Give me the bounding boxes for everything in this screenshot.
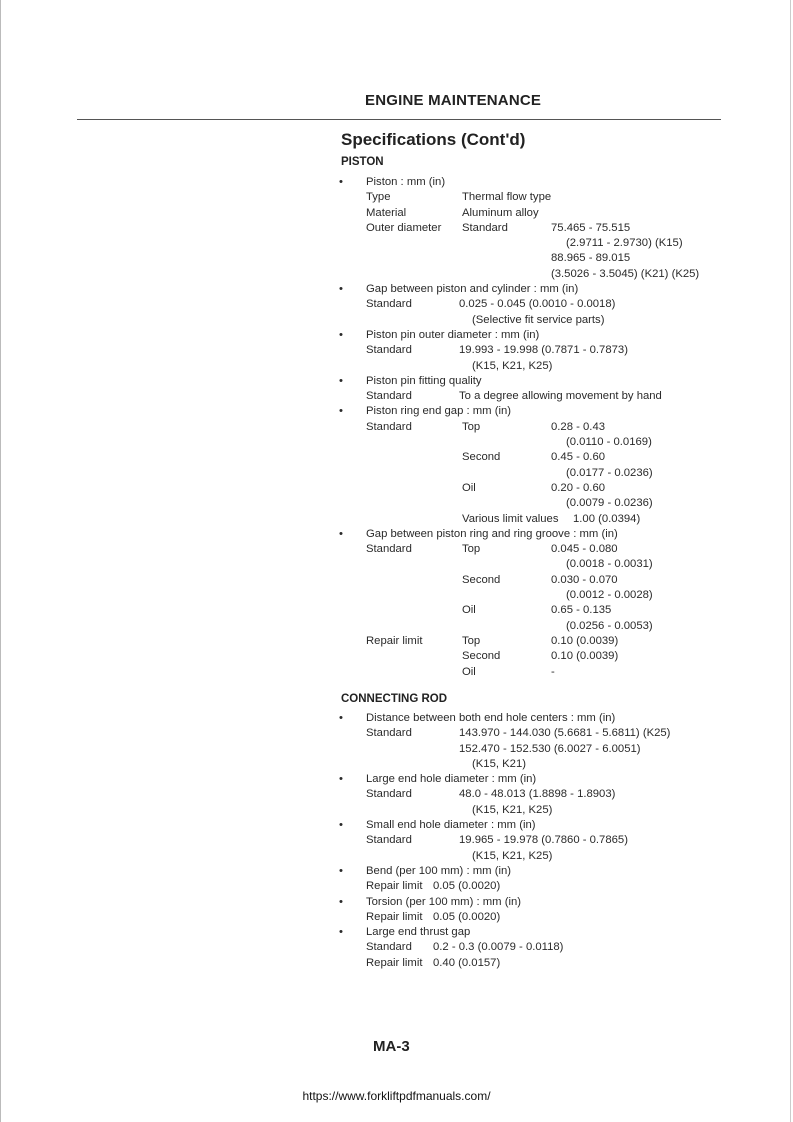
bullet-icon: • <box>339 405 343 418</box>
piston-heading: PISTON <box>341 156 384 168</box>
spec-label: Gap between piston and cylinder : mm (in) <box>366 283 579 296</box>
spec-label: Piston : mm (in) <box>366 176 446 188</box>
spec-line <box>0 542 793 557</box>
spec-val: 0.10 (0.0039) <box>551 634 619 647</box>
spec-val: 0.65 - 0.135 <box>551 604 612 617</box>
spec-line <box>0 573 793 588</box>
spec-label: Repair limit <box>366 956 423 969</box>
connecting-rod-heading: CONNECTING ROD <box>341 693 448 705</box>
spec-label: Piston pin fitting quality <box>366 374 482 387</box>
spec-line <box>0 420 793 435</box>
spec-mid: Second <box>462 573 501 586</box>
spec-line <box>0 557 793 572</box>
spec-line <box>0 757 793 772</box>
spec-label: Standard <box>366 344 412 357</box>
spec-mid: Oil <box>462 481 476 494</box>
spec-line <box>0 297 793 312</box>
spec-wide2: (K15, K21, K25) <box>472 803 553 816</box>
spec-wide: 19.965 - 19.978 (0.7860 - 0.7865) <box>459 834 628 847</box>
spec-line <box>0 818 793 833</box>
spec-mid: Aluminum alloy <box>462 206 539 219</box>
spec-label: Outer diameter <box>366 221 442 234</box>
spec-wide: To a degree allowing movement by hand <box>459 390 662 403</box>
spec-line <box>0 634 793 649</box>
spec-line <box>0 282 793 297</box>
spec-line <box>0 787 793 802</box>
spec-line <box>0 649 793 664</box>
spec-mid: Second <box>462 451 501 464</box>
spec-line <box>0 879 793 894</box>
spec-line <box>0 833 793 848</box>
spec-line <box>0 925 793 940</box>
spec-line <box>0 603 793 618</box>
page-title: Specifications (Cont'd) <box>341 130 526 149</box>
spec-val: 0.20 - 0.60 <box>551 481 606 494</box>
spec-val: 0.045 - 0.080 <box>551 543 618 556</box>
spec-val: 0.28 - 0.43 <box>551 420 606 433</box>
spec-line <box>0 389 793 404</box>
spec-label: Piston ring end gap : mm (in) <box>366 405 512 418</box>
bullet-icon: • <box>339 712 343 724</box>
spec-mid: Top <box>462 543 481 556</box>
spec-label: Standard <box>366 420 412 433</box>
spec-line <box>0 726 793 741</box>
source-url[interactable]: https://www.forkliftpdfmanuals.com/ <box>302 1089 491 1103</box>
spec-label: Standard <box>366 834 412 847</box>
spec-line <box>0 267 793 282</box>
spec-line <box>0 742 793 757</box>
spec-label: Bend (per 100 mm) : mm (in) <box>366 864 512 877</box>
spec-val2: (0.0256 - 0.0053) <box>566 619 653 632</box>
spec-mid: Second <box>462 650 501 663</box>
spec-label: Type <box>366 191 391 204</box>
spec-val: 0.45 - 0.60 <box>551 451 606 464</box>
spec-line <box>0 435 793 450</box>
page-number: MA-3 <box>373 1038 410 1055</box>
spec-line <box>0 619 793 634</box>
spec-line <box>0 864 793 879</box>
spec-val: 75.465 - 75.515 <box>551 221 631 234</box>
spec-line <box>0 313 793 328</box>
spec-val2: (0.0079 - 0.0236) <box>566 497 653 510</box>
spec-mid: Thermal flow type <box>462 191 552 204</box>
spec-label: Repair limit <box>366 880 423 893</box>
spec-line <box>0 481 793 496</box>
section-header: ENGINE MAINTENANCE <box>365 92 542 109</box>
spec-val: (3.5026 - 3.5045) (K21) (K25) <box>551 267 700 280</box>
spec-line <box>0 190 793 205</box>
spec-val2: (2.9711 - 2.9730) (K15) <box>566 237 683 250</box>
spec-wide2: (K15, K21, K25) <box>472 849 553 862</box>
spec-label: Distance between both end hole centers : mm (in) <box>366 712 616 724</box>
bullet-icon: • <box>339 176 343 188</box>
spec-mid: Various limit values <box>462 512 559 525</box>
spec-line <box>0 466 793 481</box>
spec-label: Material <box>366 206 407 219</box>
spec-short: 0.2 - 0.3 (0.0079 - 0.0118) <box>433 941 564 954</box>
spec-val2: (0.0018 - 0.0031) <box>566 558 653 571</box>
spec-wide: 19.993 - 19.998 (0.7871 - 0.7873) <box>459 344 628 357</box>
spec-label: Standard <box>366 390 412 403</box>
spec-label: Repair limit <box>366 910 423 923</box>
bullet-icon: • <box>339 328 343 341</box>
spec-line <box>0 910 793 925</box>
bullet-icon: • <box>339 283 343 296</box>
spec-val: - <box>551 665 555 678</box>
spec-val2: (0.0012 - 0.0028) <box>566 589 653 602</box>
spec-line <box>0 328 793 343</box>
spec-short: 0.05 (0.0020) <box>433 880 501 893</box>
spec-val: 0.10 (0.0039) <box>551 650 619 663</box>
spec-label: Standard <box>366 727 412 740</box>
spec-line <box>0 496 793 511</box>
spec-line <box>0 940 793 955</box>
spec-line <box>0 206 793 221</box>
spec-wide: 48.0 - 48.013 (1.8898 - 1.8903) <box>459 788 616 801</box>
spec-line <box>0 512 793 527</box>
bullet-icon: • <box>339 895 343 908</box>
bullet-icon: • <box>339 819 343 832</box>
piston-specs <box>0 175 793 680</box>
spec-short: 0.40 (0.0157) <box>433 956 501 969</box>
spec-line <box>0 665 793 680</box>
bullet-icon: • <box>339 926 343 939</box>
spec-val3: 1.00 (0.0394) <box>573 512 641 525</box>
spec-line <box>0 527 793 542</box>
spec-val: 88.965 - 89.015 <box>551 252 631 265</box>
spec-label: Large end hole diameter : mm (in) <box>366 773 537 786</box>
spec-line <box>0 374 793 389</box>
spec-line <box>0 404 793 419</box>
spec-line <box>0 450 793 465</box>
spec-label: Standard <box>366 941 412 954</box>
spec-wide: 0.025 - 0.045 (0.0010 - 0.0018) <box>459 298 616 311</box>
spec-line <box>0 711 793 726</box>
spec-val2: (0.0177 - 0.0236) <box>566 466 653 479</box>
spec-label: Torsion (per 100 mm) : mm (in) <box>366 895 522 908</box>
spec-label: Standard <box>366 298 412 311</box>
spec-line <box>0 251 793 266</box>
spec-wide: 143.970 - 144.030 (5.6681 - 5.6811) (K25) <box>459 727 671 740</box>
spec-line <box>0 221 793 236</box>
spec-mid: Top <box>462 420 481 433</box>
bullet-icon: • <box>339 773 343 786</box>
spec-line <box>0 236 793 251</box>
bullet-icon: • <box>339 527 343 540</box>
spec-line <box>0 359 793 374</box>
spec-mid: Standard <box>462 221 508 234</box>
spec-mid: Top <box>462 634 481 647</box>
header-rule <box>77 119 721 120</box>
spec-label: Standard <box>366 788 412 801</box>
spec-line <box>0 803 793 818</box>
spec-line <box>0 849 793 864</box>
spec-label: Small end hole diameter : mm (in) <box>366 819 536 832</box>
spec-val: 0.030 - 0.070 <box>551 573 618 586</box>
spec-label: Gap between piston ring and ring groove : mm (in) <box>366 527 618 540</box>
spec-line <box>0 895 793 910</box>
spec-line <box>0 772 793 787</box>
spec-label: Large end thrust gap <box>366 926 471 939</box>
bullet-icon: • <box>339 864 343 877</box>
connecting-rod-specs <box>0 711 793 971</box>
spec-wide2: (K15, K21, K25) <box>472 359 553 372</box>
spec-line <box>0 588 793 603</box>
spec-val2: (0.0110 - 0.0169) <box>566 436 652 449</box>
spec-wide: 152.470 - 152.530 (6.0027 - 6.0051) <box>459 742 641 755</box>
spec-line <box>0 175 793 190</box>
spec-mid: Oil <box>462 665 476 678</box>
spec-label: Piston pin outer diameter : mm (in) <box>366 328 540 341</box>
spec-short: 0.05 (0.0020) <box>433 910 501 923</box>
spec-wide2: (Selective fit service parts) <box>472 313 605 326</box>
spec-label: Standard <box>366 543 412 556</box>
spec-wide2: (K15, K21) <box>472 757 527 770</box>
spec-label: Repair limit <box>366 634 423 647</box>
spec-line <box>0 343 793 358</box>
spec-mid: Oil <box>462 604 476 617</box>
bullet-icon: • <box>339 374 343 387</box>
spec-line <box>0 956 793 971</box>
